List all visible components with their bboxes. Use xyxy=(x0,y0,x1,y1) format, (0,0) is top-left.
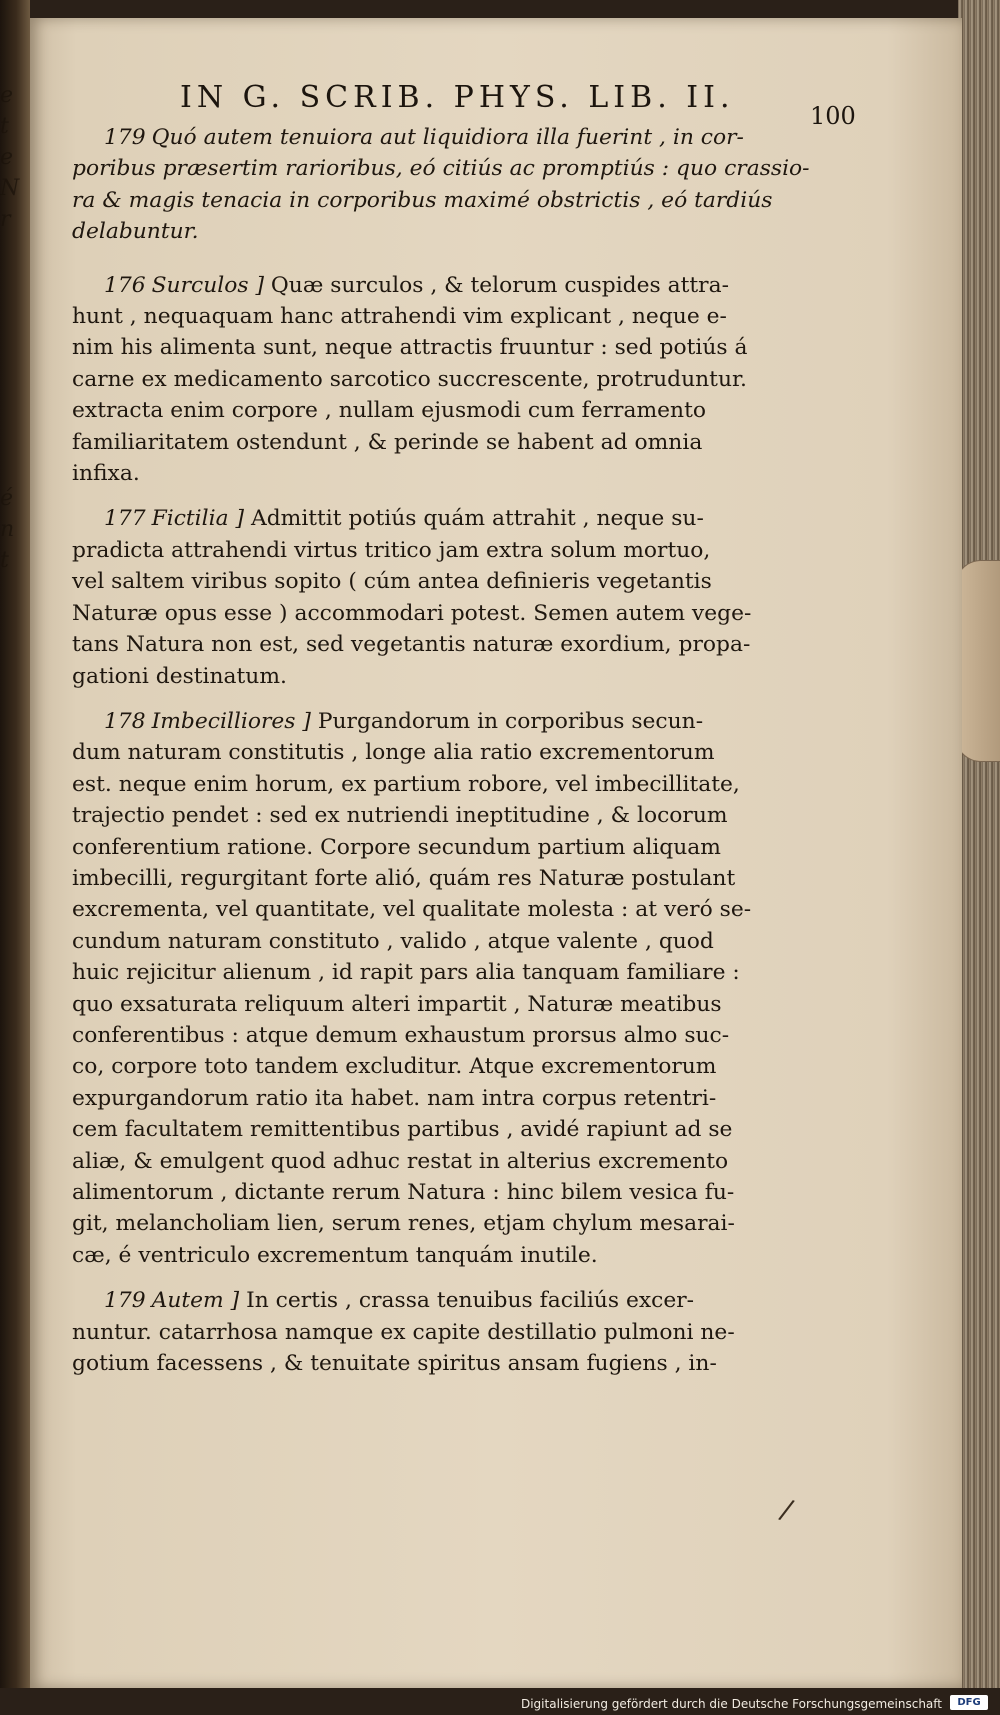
text-line: conferentium ratione. Corpore secundum partium aliquam xyxy=(72,834,721,860)
text-line: familiaritatem ostendunt , & perinde se habent ad omnia xyxy=(72,429,703,455)
text-line: gotium facessens , & tenuitate spiritus ansam fugiens , in- xyxy=(72,1351,717,1377)
facing-page-letter: N xyxy=(0,176,20,201)
digitization-credit: Digitalisierung gefördert durch die Deutsche Forschungsgemeinschaft xyxy=(520,1697,942,1711)
text-line: In certis , crassa tenuibus faciliús excer- xyxy=(246,1288,695,1314)
text-line: pradicta attrahendi virtus tritico jam extra solum mortuo, xyxy=(72,537,711,563)
paragraph-number: 178 xyxy=(104,708,146,734)
facing-page-letter xyxy=(0,235,26,266)
page-text xyxy=(72,122,862,1393)
lemma: Imbecilliores ] xyxy=(151,708,311,734)
paragraph-number: 179 xyxy=(104,1288,146,1314)
facing-page-letter xyxy=(0,266,26,297)
text-line: huic rejicitur alienum , id rapit pars alia tanquam familiare : xyxy=(72,960,740,986)
facing-page-fragments xyxy=(0,80,26,573)
text-line: quo exsaturata reliquum alteri impartit , Naturæ meatibus xyxy=(72,991,722,1017)
facing-page-letter xyxy=(0,421,26,452)
text-line: nim his alimenta sunt, neque attractis fruuntur : sed potiús á xyxy=(72,335,748,361)
text-line: nuntur. catarrhosa namque ex capite destillatio pulmoni ne- xyxy=(72,1319,735,1345)
text-line: expurgandorum ratio ita habet. nam intra corpus retentri- xyxy=(72,1085,717,1111)
facing-page-letter xyxy=(0,452,26,483)
text-line: ra & magis tenacia in corporibus maximé obstrictis , eó tardiús xyxy=(72,187,773,213)
paragraph-176 xyxy=(72,270,862,490)
text-line: cæ, é ventriculo excrementum tanquám inutile. xyxy=(72,1242,598,1268)
paragraph-lines xyxy=(72,273,862,490)
footer-bar xyxy=(0,1688,1000,1715)
text-line: dum naturam constitutis , longe alia ratio excrementorum xyxy=(72,740,715,766)
text-line: gationi destinatum. xyxy=(72,663,287,689)
text-line: conferentibus : atque demum exhaustum prorsus almo suc- xyxy=(72,1022,730,1048)
text-line: imbecilli, regurgitant forte alió, quám res Naturæ postulant xyxy=(72,865,736,891)
facing-page-letter: e xyxy=(0,145,14,170)
folio-number: 100 xyxy=(810,102,856,130)
paragraph-number: 179 xyxy=(104,125,146,150)
text-line: extracta enim corpore , nullam ejusmodi cum ferramento xyxy=(72,398,706,424)
text-line: co, corpore toto tandem excluditur. Atque excrementorum xyxy=(72,1054,717,1080)
text-line: cem facultatem remittentibus partibus , avidé rapiunt ad se xyxy=(72,1117,733,1143)
paragraph-177 xyxy=(72,503,862,691)
paragraph-lines xyxy=(72,125,862,248)
text-line: Purgandorum in corporibus secun- xyxy=(317,708,704,734)
text-line: vel saltem viribus sopito ( cúm antea definieris vegetantis xyxy=(72,569,712,595)
facing-page-letter xyxy=(0,359,26,390)
text-line: est. neque enim horum, ex partium robore, vel imbecillitate, xyxy=(72,771,740,797)
text-line: excrementa, vel quantitate, vel qualitate molesta : at veró se- xyxy=(72,897,752,923)
text-line: Quæ surculos , & telorum cuspides attra- xyxy=(270,272,729,298)
text-line: poribus præsertim rarioribus, eó citiús ac promptiús : quo crassio- xyxy=(72,156,810,182)
facing-page-letter: e xyxy=(0,83,14,108)
lemma: Autem ] xyxy=(151,1288,240,1314)
text-line: alimentorum , dictante rerum Natura : hinc bilem vesica fu- xyxy=(72,1180,735,1205)
text-line: cundum naturam constituto , valido , atque valente , quod xyxy=(72,928,714,954)
text-line: Quó autem tenuiora aut liquidiora illa fuerint , in cor- xyxy=(151,125,744,150)
facing-page-letter: r xyxy=(0,207,11,232)
text-line: hunt , nequaquam hanc attrahendi vim explicant , neque e- xyxy=(72,304,727,330)
facing-page-letter xyxy=(0,328,26,359)
paragraph-179 xyxy=(72,1285,862,1379)
text-line: aliæ, & emulgent quod adhuc restat in alterius excremento xyxy=(72,1148,729,1174)
facing-page-letter xyxy=(0,390,26,421)
paragraph-178 xyxy=(72,706,862,1271)
paragraph-lines xyxy=(72,506,862,691)
dfg-logo: DFG xyxy=(950,1695,988,1710)
running-title: IN G. SCRIB. PHYS. LIB. II. xyxy=(180,80,735,115)
text-line: carne ex medicamento sarcotico succrescente, protruduntur. xyxy=(72,366,747,392)
book-page-stack xyxy=(958,0,1000,1715)
text-line: infixa. xyxy=(72,461,140,487)
paragraph-lines xyxy=(72,709,862,1271)
paragraph-179-heading xyxy=(72,122,862,248)
text-line: git, melancholiam lien, serum renes, etjam chylum mesarai- xyxy=(72,1211,735,1237)
paragraph-number: 177 xyxy=(104,506,146,532)
text-line: delabuntur. xyxy=(72,219,199,245)
facing-page-letter: é xyxy=(0,486,14,511)
text-line: tans Natura non est, sed vegetantis naturæ exordium, propa- xyxy=(72,632,751,658)
lemma: Fictilia ] xyxy=(151,506,245,532)
facing-page-letter: t xyxy=(0,114,9,139)
book-page xyxy=(30,18,962,1688)
text-line: Naturæ opus esse ) accommodari potest. Semen autem vege- xyxy=(72,600,752,626)
paragraph-number: 176 xyxy=(104,272,146,298)
text-line: trajectio pendet : sed ex nutriendi ineptitudine , & locorum xyxy=(72,803,728,829)
lemma: Surculos ] xyxy=(151,272,264,298)
ink-mark: / xyxy=(776,1492,797,1527)
facing-page-letter: n xyxy=(0,517,15,542)
facing-page-letter: t xyxy=(0,548,9,573)
facing-page-letter xyxy=(0,297,26,328)
text-line: Admittit potiús quám attrahit , neque su- xyxy=(250,506,704,532)
